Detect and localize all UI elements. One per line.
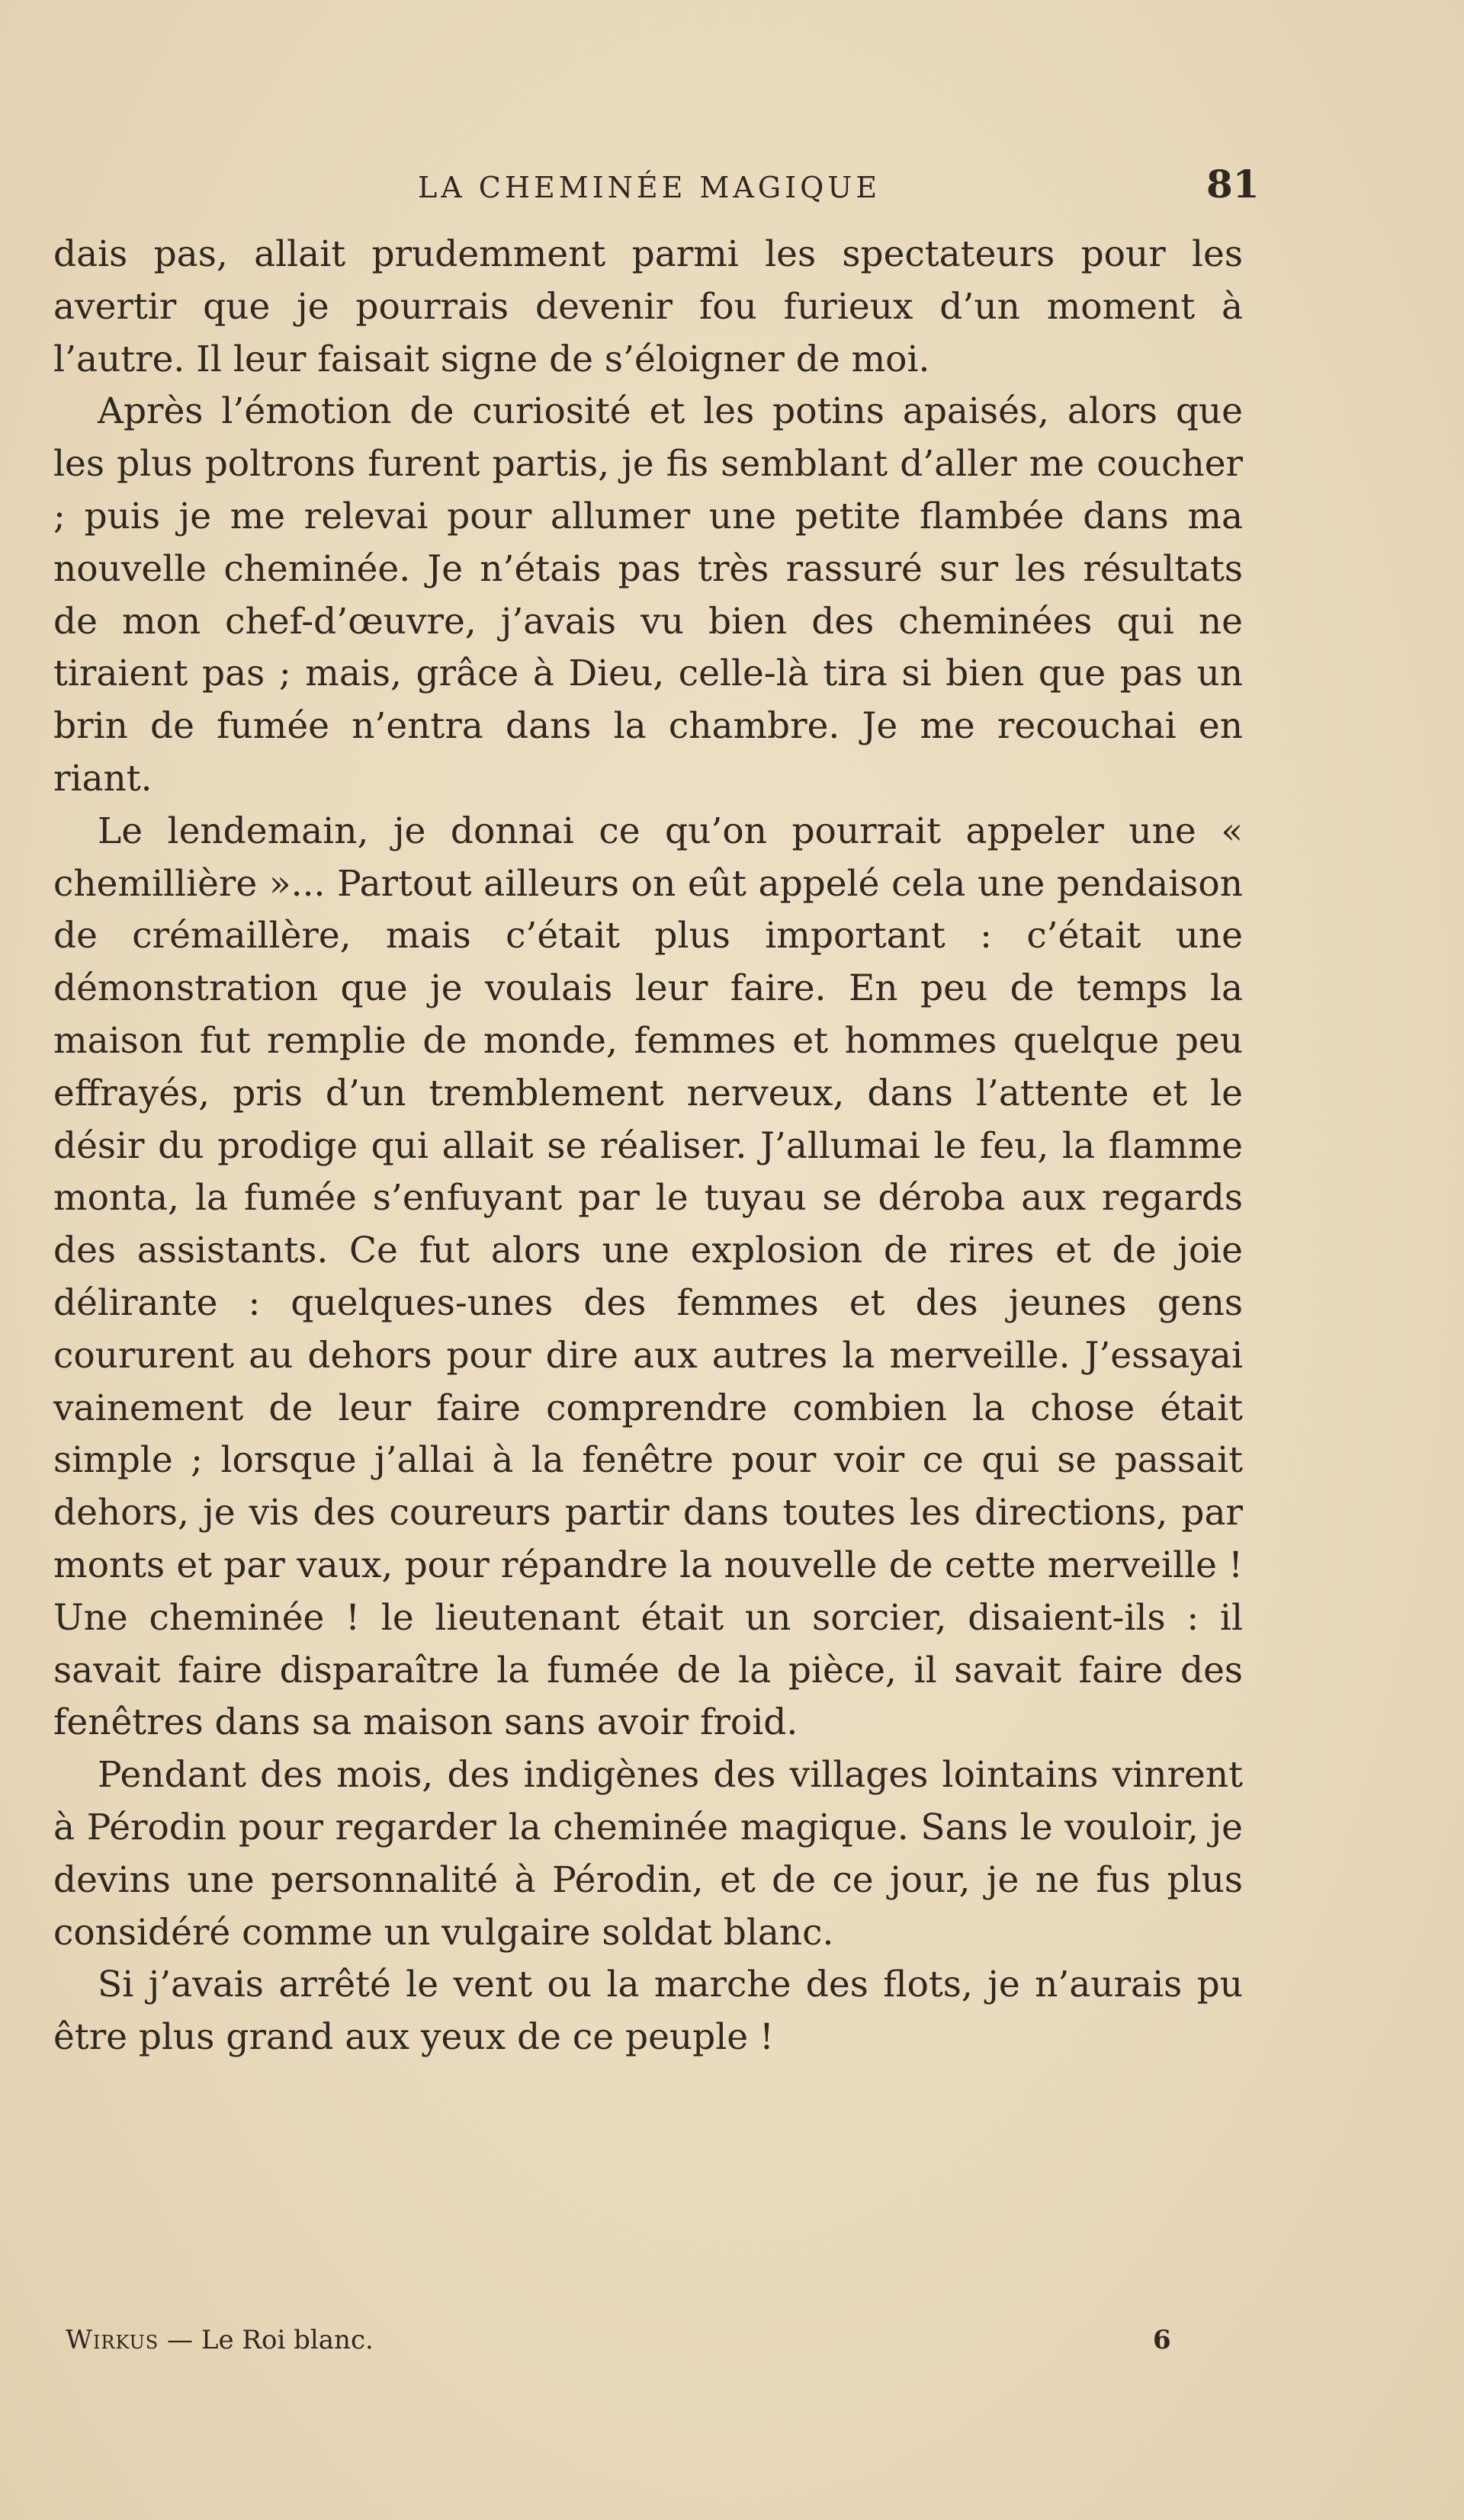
paragraph: Après l’émotion de curiosité et les potins apaisés, alors que les plus poltrons furent partis, je fis semblant d’aller me coucher ; puis je me relevai pour allumer une petite flambée dans ma nouvelle cheminée. Je n’étais pas très rassuré sur les résultats de mon chef-d’œuvre, j’avais vu bien des cheminées qui ne tiraient pas ; mais, grâce à Dieu, celle-là tira si bien que pas un brin de fumée n’entra dans la chambre. Je me recouchai en riant. [53, 390, 1243, 800]
paragraph: Pendant des mois, des indigènes des villages lointains vinrent à Pérodin pour regarder la cheminée magique. Sans le vouloir, je devins une personnalité à Pérodin, et de ce jour, je ne fus plus considéré comme un vulgaire soldat blanc. [53, 1754, 1243, 1954]
footer-credit [66, 2325, 374, 2355]
signature-mark: 6 [1153, 2325, 1171, 2355]
footer-author: Wirkus [66, 2325, 159, 2355]
footer-separator: — [159, 2325, 201, 2355]
page-number: 81 [1206, 162, 1260, 207]
running-title: LA CHEMINÉE MAGIQUE [418, 171, 881, 204]
body-text [53, 229, 1243, 2064]
page-footer [0, 2325, 1464, 2371]
paragraph: Le lendemain, je donnai ce qu’on pourrait appeler une « chemillière »... Partout ailleurs on eût appelé cela une pendaison de crémaillère, mais c’était plus important : c’était une démonstration que je voulais leur faire. En peu de temps la maison fut remplie de monde, femmes et hommes quelque peu effrayés, pris d’un tremblement nerveux, dans l’attente et le désir du prodige qui allait se réaliser. J’allumai le feu, la flamme monta, la fumée s’enfuyant par le tuyau se déroba aux regards des assistants. Ce fut alors une explosion de rires et de joie délirante : quelques-unes des femmes et des jeunes gens coururent au dehors pour dire aux autres la merveille. J’essayai vainement de leur faire comprendre combien la chose était simple ; lorsque j’allai à la fenêtre pour voir ce qui se passait dehors, je vis des coureurs partir dans toutes les directions, par monts et par vaux, pour répandre la nouvelle de cette merveille ! Une cheminée ! le lieutenant était un sorcier, disaient-ils : il savait faire disparaître la fumée de la pièce, il savait faire des fenêtres dans sa maison sans avoir froid. [53, 810, 1243, 1744]
footer-book-title: Le Roi blanc. [201, 2325, 374, 2355]
page-header [0, 162, 1464, 212]
paragraph: dais pas, allait prudemment parmi les spectateurs pour les avertir que je pourrais devenir fou furieux d’un moment à l’autre. Il leur faisait signe de s’éloigner de moi. [53, 233, 1243, 380]
paragraph: Si j’avais arrêté le vent ou la marche des flots, je n’aurais pu être plus grand aux yeux de ce peuple ! [53, 1964, 1243, 2059]
